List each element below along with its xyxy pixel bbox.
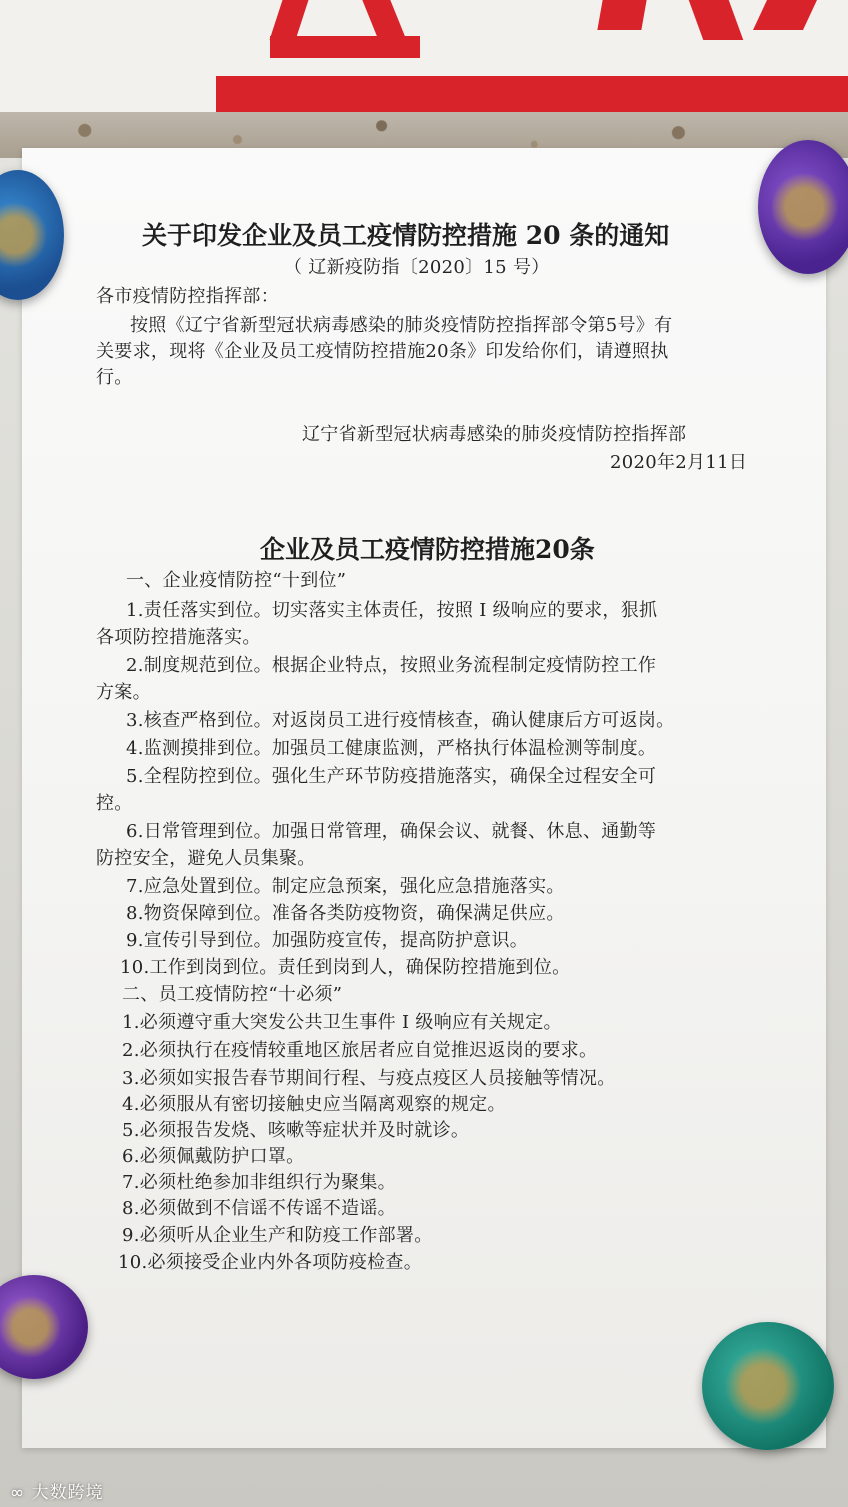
measure-line: 4.必须服从有密切接触史应当隔离观察的规定。: [122, 1094, 506, 1115]
watermark-logo-icon: ∞: [10, 1483, 32, 1503]
measure-line: 1.责任落实到位。切实落实主体责任，按照 I 级响应的要求，狠抓: [126, 600, 658, 621]
sign-character-stroke: [753, 0, 817, 30]
measure-line: 3.核查严格到位。对返岗员工进行疫情核查，确认健康后方可返岗。: [126, 710, 675, 731]
measures-title: 企业及员工疫情防控措施20条: [260, 535, 595, 564]
salutation: 各市疫情防控指挥部：: [96, 286, 279, 307]
red-sign-background: [0, 0, 848, 128]
measure-line: 4.监测摸排到位。加强员工健康监测，严格执行体温检测等制度。: [126, 738, 657, 759]
watermark-text: 大数跨境: [31, 1483, 104, 1503]
measure-line: 9.必须听从企业生产和防疫工作部署。: [122, 1225, 433, 1246]
measure-line: 10.工作到岗到位。责任到岗到人，确保防控措施到位。: [120, 957, 571, 978]
sign-character-stroke: [270, 0, 309, 40]
measure-line: 2.制度规范到位。根据企业特点，按照业务流程制定疫情防控工作: [126, 655, 657, 676]
issuer: 辽宁省新型冠状病毒感染的肺炎疫情防控指挥部: [302, 424, 687, 445]
measure-line: 各项防控措施落实。: [96, 627, 261, 648]
measure-line: 6.必须佩戴防护口罩。: [122, 1146, 305, 1167]
measure-line: 5.全程防控到位。强化生产环节防疫措施落实，确保全过程安全可: [126, 766, 657, 787]
notice-title: 关于印发企业及员工疫情防控措施 20 条的通知: [142, 221, 670, 250]
measure-line: 8.物资保障到位。准备各类防疫物资，确保满足供应。: [126, 903, 565, 924]
notice-body-line: 按照《辽宁省新型冠状病毒感染的肺炎疫情防控指挥部令第5号》有: [130, 315, 673, 336]
sign-character-stroke: [597, 0, 646, 30]
measure-line: 7.必须杜绝参加非组织行为聚集。: [122, 1172, 396, 1193]
watermark: [10, 1478, 104, 1503]
issue-date: 2020年2月11日: [610, 452, 748, 473]
teal-magnet: [702, 1322, 834, 1450]
measure-line: 6.日常管理到位。加强日常管理，确保会议、就餐、休息、通勤等: [126, 821, 657, 842]
sign-red-bar: [216, 76, 848, 112]
measure-line: 10.必须接受企业内外各项防疫检查。: [118, 1252, 423, 1273]
measure-line: 1.必须遵守重大突发公共卫生事件 I 级响应有关规定。: [122, 1012, 562, 1033]
notice-body-line: 行。: [96, 367, 133, 388]
section-heading: 一、企业疫情防控“十到位”: [126, 570, 347, 591]
measure-line: 8.必须做到不信谣不传谣不造谣。: [122, 1198, 396, 1219]
measure-line: 控。: [96, 793, 133, 814]
section-heading: 二、员工疫情防控“十必须”: [122, 984, 343, 1005]
measure-line: 7.应急处置到位。制定应急预案，强化应急措施落实。: [126, 876, 565, 897]
measure-line: 方案。: [96, 682, 151, 703]
purple-magnet: [758, 140, 848, 274]
measure-line: 2.必须执行在疫情较重地区旅居者应自觉推迟返岗的要求。: [122, 1040, 598, 1061]
notice-body-line: 关要求，现将《企业及员工疫情防控措施20条》印发给你们，请遵照执: [96, 341, 669, 362]
doc-number: （ 辽新疫防指〔2020〕15 号）: [284, 257, 550, 278]
measure-line: 5.必须报告发烧、咳嗽等症状并及时就诊。: [122, 1120, 470, 1141]
sign-character-stroke: [689, 0, 744, 40]
measure-line: 9.宣传引导到位。加强防疫宣传，提高防护意识。: [126, 930, 529, 951]
measure-line: 防控安全，避免人员集聚。: [96, 848, 316, 869]
measure-line: 3.必须如实报告春节期间行程、与疫点疫区人员接触等情况。: [122, 1068, 616, 1089]
